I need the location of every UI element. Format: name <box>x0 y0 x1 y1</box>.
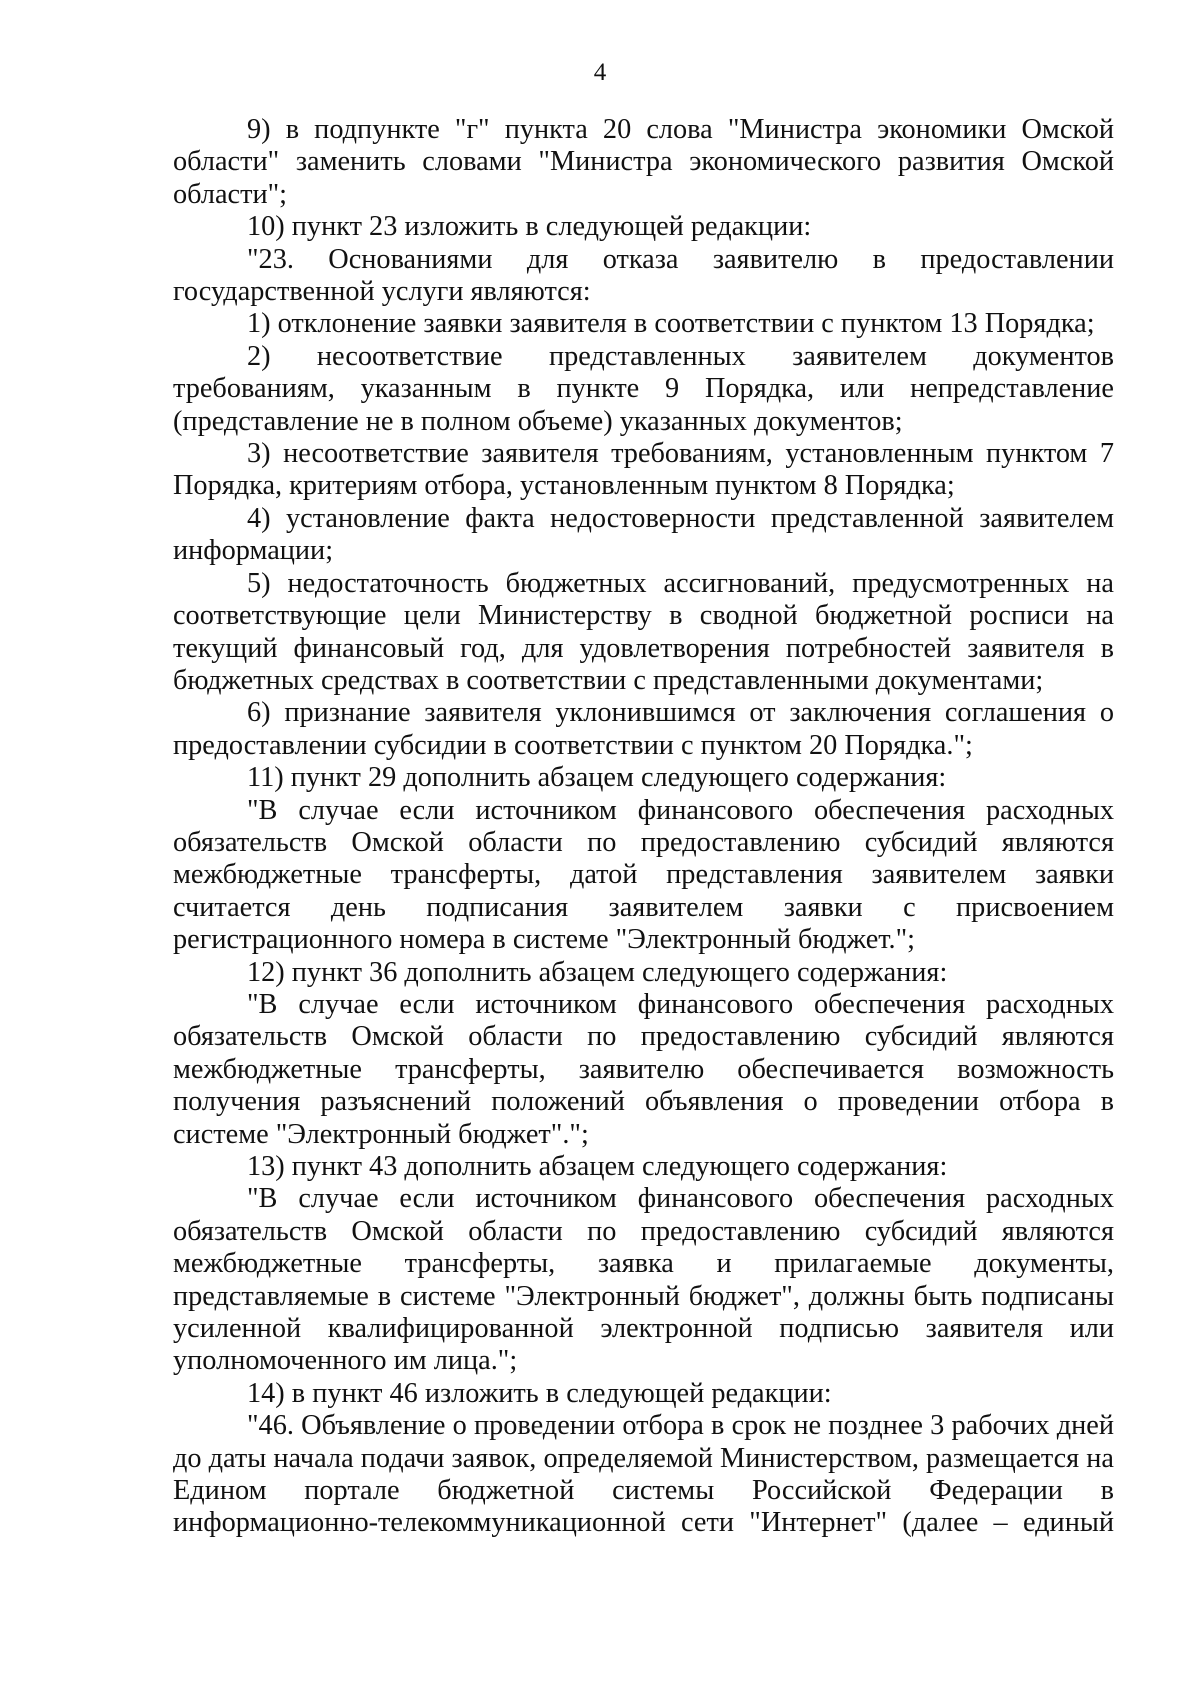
paragraph-ground-5: 5) недостаточность бюджетных ассигнований, предусмотренных на соответствующие цели Министерству в сводной бюджетной росписи на текущий финансовый год, для удовлетворения потребностей заявителя в бюджетных средствах в соответствии с представленными документами; <box>173 567 1114 696</box>
paragraph-ground-2: 2) несоответствие представленных заявителем документов требованиям, указанным в пункте 9 Порядка, или непредставление (представление не в полном объеме) указанных документов; <box>173 340 1114 437</box>
paragraph-item-10: 10) пункт 23 изложить в следующей редакции: <box>247 211 812 243</box>
paragraph-item-9: 9) в подпункте "г" пункта 20 слова "Министра экономики Омской области" заменить словами "Министра экономического развития Омской области"; <box>173 114 1114 210</box>
paragraph-ground-4: 4) установление факта недостоверности представленной заявителем информации; <box>173 502 1114 567</box>
paragraph-item-13: 13) пункт 43 дополнить абзацем следующего содержания: <box>247 1151 948 1182</box>
paragraph-item-12: 12) пункт 36 дополнить абзацем следующего содержания: <box>247 956 948 988</box>
page-number: 4 <box>593 59 607 86</box>
paragraph-point-29-addition: "В случае если источником финансового обеспечения расходных обязательств Омской области по предоставлению субсидий являются межбюджетные трансферты, датой представления заявителем заявки считается день подписания заявителем заявки с присвоением регистрационного номера в системе "Электронный бюджет."; <box>173 794 1114 956</box>
document-body <box>173 114 1114 1540</box>
paragraph-ground-6: 6) признание заявителя уклонившимся от заключения соглашения о предоставлении субсидии в соответствии с пунктом 20 Порядка."; <box>173 697 1114 761</box>
paragraph-ground-1: 1) отклонение заявки заявителя в соответствии с пунктом 13 Порядка; <box>247 308 1095 340</box>
paragraph-point-43-addition: "В случае если источником финансового обеспечения расходных обязательств Омской области по предоставлению субсидий являются межбюджетные трансферты, заявка и прилагаемые документы, представляемые в системе "Электронный бюджет", должны быть подписаны усиленной квалифицированной электронной подписью заявителя или уполномоченного им лица."; <box>173 1183 1114 1377</box>
paragraph-ground-3: 3) несоответствие заявителя требованиям, установленным пунктом 7 Порядка, критериям отбора, установленным пунктом 8 Порядка; <box>173 438 1114 502</box>
paragraph-point-23: "23. Основаниями для отказа заявителю в предоставлении государственной услуги являются: <box>173 243 1114 308</box>
paragraph-point-36-addition: "В случае если источником финансового обеспечения расходных обязательств Омской области по предоставлению субсидий являются межбюджетные трансферты, заявителю обеспечивается возможность получения разъяснений положений объявления о проведении отбора в системе "Электронный бюджет"."; <box>173 988 1114 1150</box>
paragraph-item-14: 14) в пункт 46 изложить в следующей редакции: <box>247 1377 832 1409</box>
paragraph-item-11: 11) пункт 29 дополнить абзацем следующего содержания: <box>247 762 947 794</box>
paragraph-point-46: "46. Объявление о проведении отбора в срок не позднее 3 рабочих дней до даты начала подачи заявок, определяемой Министерством, размещается на Едином портале бюджетной системы Российской Федерации в информационно-телекоммуникационной сети "Интернет" (далее – единый <box>173 1410 1114 1539</box>
